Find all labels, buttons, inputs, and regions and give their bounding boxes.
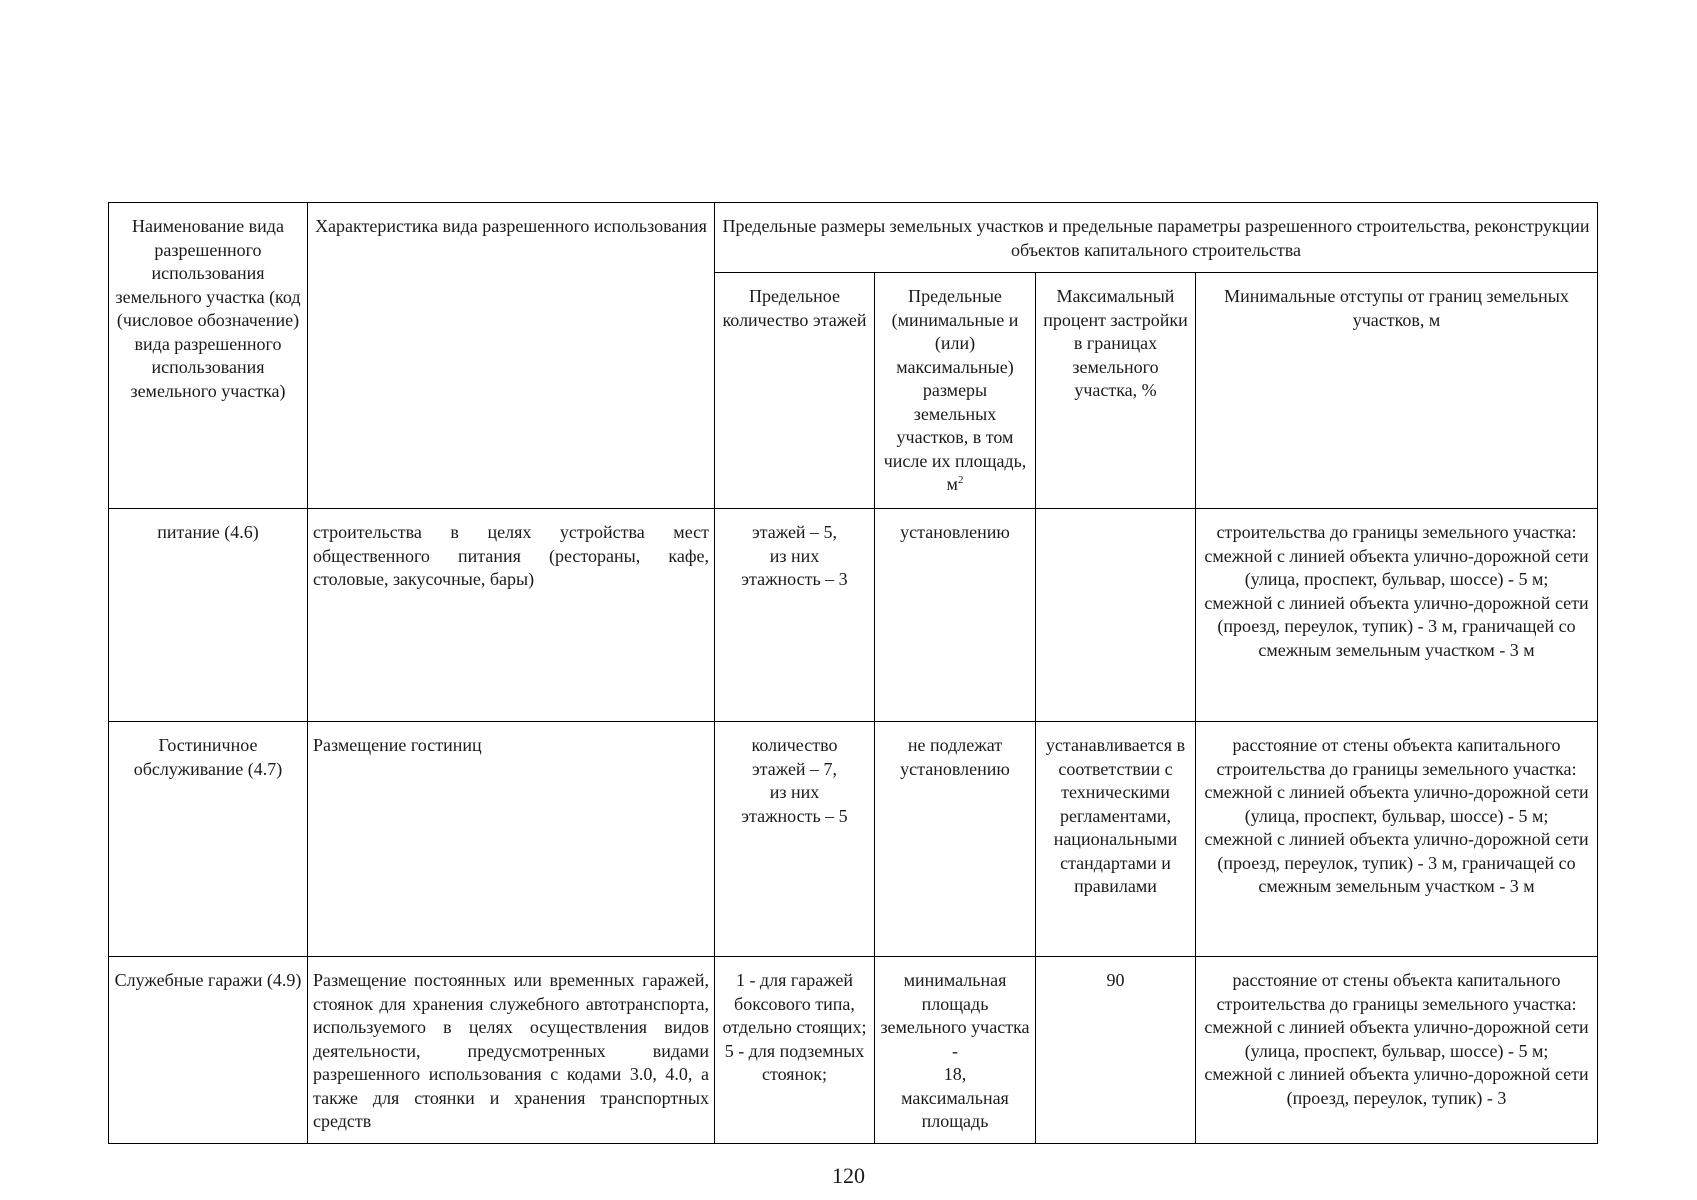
cell-floors: 1 - для гаражей боксового типа, отдельно стоящих; 5 - для подземных стоянок; — [715, 957, 875, 1144]
header-plot-size-text: Предельные (минимальные и (или) максимальные) размеры земельных участков, в том числе их площадь, м — [883, 286, 1027, 494]
cell-plot-size: минимальная площадь земельного участка - 18, максимальная площадь — [875, 957, 1036, 1144]
cell-plot-size: не подлежат установлению — [875, 722, 1036, 957]
table-row — [109, 722, 1598, 957]
header-limits-group: Предельные размеры земельных участков и предельные параметры разрешенного строительства, реконструкции объектов капитального строительства — [715, 203, 1598, 273]
cell-characteristic: Размещение гостиниц — [308, 722, 715, 957]
cell-name: Служебные гаражи (4.9) — [109, 957, 308, 1144]
cell-setbacks: расстояние от стены объекта капитального строительства до границы земельного участка: смежной с линией объекта улично-дорожной сети (улица, проспект, бульвар, шоссе) - 5 м; смежной с линией объекта улично-дорожной сети (проезд, переулок, тупик) - 3 — [1196, 957, 1598, 1144]
cell-plot-size: установлению — [875, 509, 1036, 722]
header-floors: Предельное количество этажей — [715, 273, 875, 509]
header-characteristic: Характеристика вида разрешенного использования — [308, 203, 715, 509]
header-land-use-name: Наименование вида разрешенного использования земельного участка (код (числовое обозначение) вида разрешенного использования земельного участка) — [109, 203, 308, 509]
cell-setbacks: расстояние от стены объекта капитального строительства до границы земельного участка: смежной с линией объекта улично-дорожной сети (улица, проспект, бульвар, шоссе) - 5 м; смежной с линией объекта улично-дорожной сети (проезд, переулок, тупик) - 3 м, граничащей со смежным земельным участком - 3 м — [1196, 722, 1598, 957]
header-row-1 — [109, 203, 1598, 273]
table-row — [109, 509, 1598, 722]
cell-coverage: устанавливается в соответствии с техническими регламентами, национальными стандартами и правилами — [1036, 722, 1196, 957]
cell-coverage: 90 — [1036, 957, 1196, 1144]
cell-floors: количество этажей – 7, из них этажность – 5 — [715, 722, 875, 957]
header-setbacks: Минимальные отступы от границ земельных участков, м — [1196, 273, 1598, 509]
cell-floors: этажей – 5, из них этажность – 3 — [715, 509, 875, 722]
header-plot-size-sup: 2 — [957, 474, 964, 486]
header-coverage: Максимальный процент застройки в границах земельного участка, % — [1036, 273, 1196, 509]
cell-setbacks: строительства до границы земельного участка: смежной с линией объекта улично-дорожной сети (улица, проспект, бульвар, шоссе) - 5 м; смежной с линией объекта улично-дорожной сети (проезд, переулок, тупик) - 3 м, граничащей со смежным земельным участком - 3 м — [1196, 509, 1598, 722]
land-use-table — [108, 202, 1598, 1144]
cell-name: питание (4.6) — [109, 509, 308, 722]
page-number: 120 — [832, 1163, 865, 1188]
cell-coverage — [1036, 509, 1196, 722]
cell-characteristic: Размещение постоянных или временных гаражей, стоянок для хранения служебного автотранспорта, используемого в целях осуществления видов деятельности, предусмотренных видами разрешенного использования с кодами 3.0, 4.0, а также для стоянки и хранения транспортных средств — [308, 957, 715, 1144]
table-row — [109, 957, 1598, 1144]
header-plot-size — [875, 273, 1036, 509]
cell-characteristic: строительства в целях устройства мест общественного питания (рестораны, кафе, столовые, закусочные, бары) — [308, 509, 715, 722]
cell-name: Гостиничное обслуживание (4.7) — [109, 722, 308, 957]
